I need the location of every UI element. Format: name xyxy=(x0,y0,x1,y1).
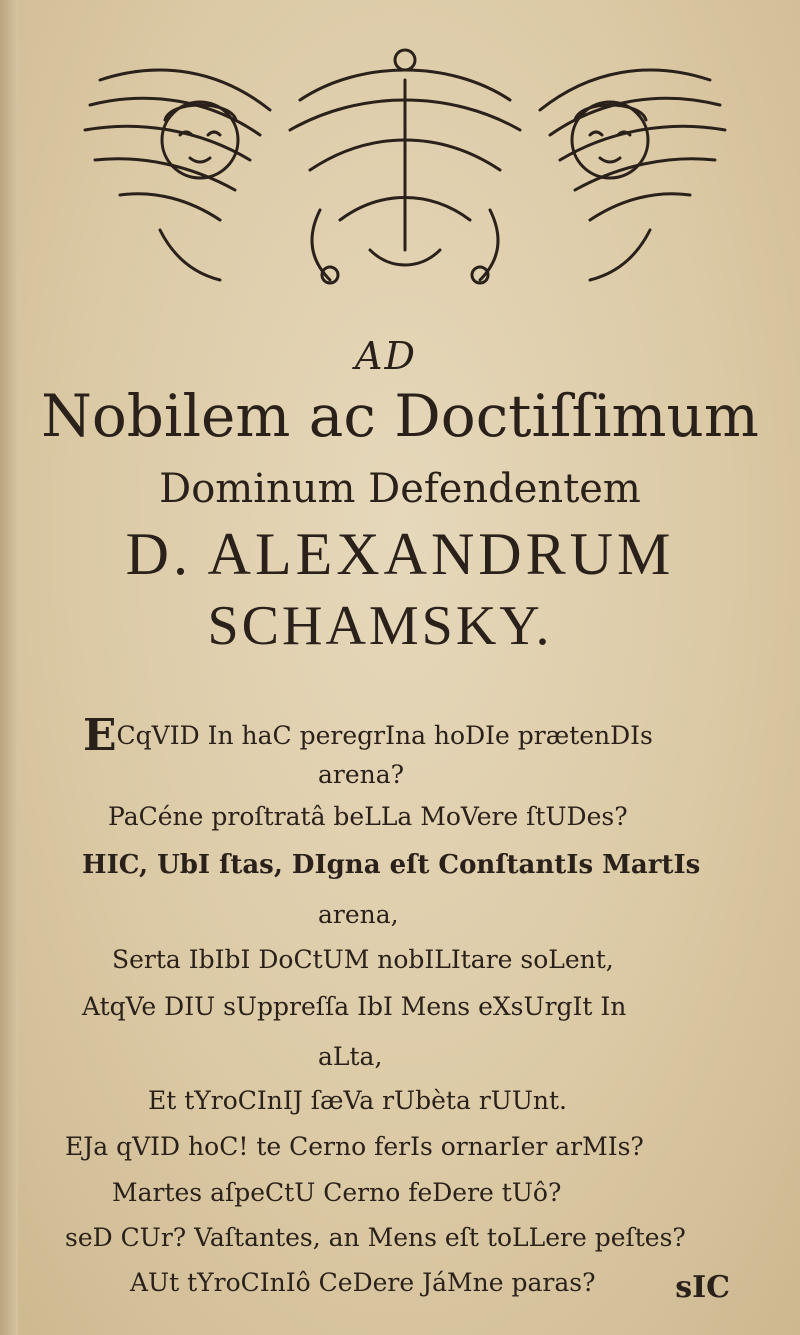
poem-line-5: arena, xyxy=(318,900,399,929)
dedication-line-2: Dominum Defendentem xyxy=(159,466,641,512)
poem-line-9: Et tYroCInIJ ſæVa rUbèta rUUnt. xyxy=(148,1086,568,1115)
dedication-line-4: SCHAMSKY. xyxy=(207,595,553,657)
page-edge xyxy=(0,0,18,1335)
poem-line-12: seD CUr? Vaſtantes, an Mens eſt toLLere peſtes? xyxy=(65,1223,686,1252)
dedication-ad: AD xyxy=(355,334,417,378)
poem-line-4: HIC, UbI ſtas, DIgna eſt ConſtantIs MartIs xyxy=(82,850,701,880)
catchword: sIC xyxy=(675,1270,730,1305)
poem-line-1 xyxy=(83,710,653,761)
poem-line-7: AtqVe DIU sUppreſſa IbI Mens eXsUrgIt In xyxy=(82,992,627,1021)
poem-line-6: Serta IbIbI DoCtUM nobILItare soLent, xyxy=(112,945,614,974)
poem-line-8: aLta, xyxy=(318,1042,383,1071)
poem-line-1-text: CqVID In haC peregrIna hoDIe prætenDIs xyxy=(116,721,653,750)
poem-line-13: AUt tYroCInIô CeDere JáMne paras? xyxy=(130,1268,596,1297)
poem-line-3: PaCéne proſtratâ beLLa MoVere ſtUDes? xyxy=(108,802,628,831)
poem-line-2: arena? xyxy=(318,760,405,789)
poem-line-10: EJa qVID hoC! te Cerno ferIs ornarIer arMIs? xyxy=(65,1132,644,1161)
dedication-line-3: D. ALEXANDRUM xyxy=(125,521,675,587)
drop-cap: E xyxy=(83,710,117,761)
dedication-line-1: Nobilem ac Doctiſſimum xyxy=(41,382,759,450)
poem-line-11: Martes aſpeCtU Cerno feDere tUô? xyxy=(112,1178,562,1207)
winged-cherub-scroll-ornament-icon xyxy=(40,20,770,320)
